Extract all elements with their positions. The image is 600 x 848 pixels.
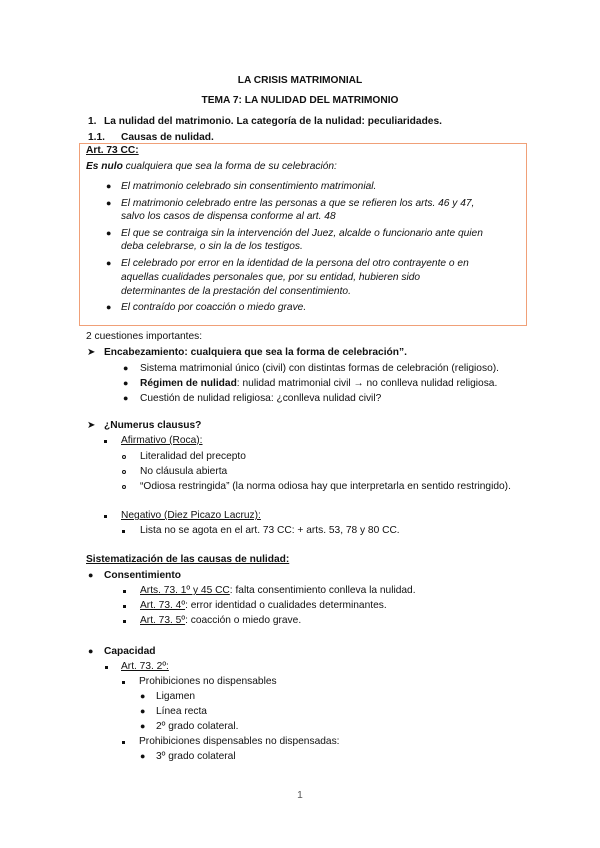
- afirmativo-item: “Odiosa restringida” (la norma odiosa hay que interpretarla en sentido restringido).: [140, 481, 511, 492]
- bullet-icon: ●: [123, 393, 129, 403]
- bullet-icon: ●: [140, 721, 146, 731]
- article-item: El que se contraiga sin la intervención del Juez, alcalde o funcionario ante quien: [121, 228, 483, 239]
- section-title: La nulidad del matrimonio. La categoría de la nulidad: peculiaridades.: [104, 116, 442, 127]
- square-bullet-icon: [122, 681, 125, 684]
- regimen-label: Régimen de nulidad: [140, 378, 237, 389]
- prohibicion-item: 3º grado colateral: [156, 751, 236, 762]
- square-bullet-icon: [105, 666, 108, 669]
- consentimiento-item: [140, 614, 301, 627]
- article-intro: [86, 160, 337, 173]
- capacidad-heading: Capacidad: [104, 646, 156, 657]
- prohibicion-item: Línea recta: [156, 706, 207, 717]
- section-number: 1.: [88, 116, 97, 127]
- circle-bullet-icon: [122, 485, 126, 489]
- afirmativo-item: No cláusula abierta: [140, 466, 228, 477]
- article-ref: Art. 73. 4º: [140, 600, 186, 611]
- article-ref-text: : falta consentimiento conlleva la nulidad.: [229, 585, 416, 596]
- bullet-icon: ●: [106, 198, 112, 208]
- article-intro-nulo: Es nulo: [86, 161, 123, 172]
- circle-bullet-icon: [122, 470, 126, 474]
- article-item: El celebrado por error en la identidad de la persona del otro contrayente o en: [121, 258, 469, 269]
- bullet-icon: ●: [106, 228, 112, 238]
- article-reference: Art. 73 CC:: [86, 145, 139, 156]
- square-bullet-icon: [123, 590, 126, 593]
- regimen-text: nulidad matrimonial civil → no conlleva nulidad religiosa.: [242, 378, 498, 389]
- bullet-icon: ●: [88, 570, 94, 580]
- bullet-icon: ●: [106, 258, 112, 268]
- afirmativo-heading: Afirmativo (Roca):: [121, 435, 203, 446]
- cuestiones-intro: 2 cuestiones importantes:: [86, 331, 203, 342]
- article-ref-text: : coacción o miedo grave.: [185, 615, 302, 626]
- square-bullet-icon: [104, 440, 107, 443]
- prohibicion-item: 2º grado colateral.: [156, 721, 239, 732]
- article-item-cont: determinantes de la prestación del consentimiento.: [121, 286, 351, 297]
- bullet-icon: ●: [106, 181, 112, 191]
- article-ref: Arts. 73. 1º y 45 CC: [140, 585, 230, 596]
- prohibiciones-dispensables: Prohibiciones dispensables no dispensadas:: [139, 736, 340, 747]
- regimen-colon: :: [236, 378, 240, 389]
- square-bullet-icon: [122, 741, 125, 744]
- page-number: 1: [297, 790, 303, 801]
- subsection-title: Causas de nulidad.: [121, 132, 214, 143]
- bullet-icon: ●: [140, 706, 146, 716]
- article-item-cont: aquellas cualidades personales que, por su entidad, hubieren sido: [121, 272, 421, 283]
- article-item: El matrimonio celebrado entre las personas a que se refieren los arts. 46 y 47,: [121, 198, 475, 209]
- bullet-icon: ●: [88, 646, 94, 656]
- square-bullet-icon: [123, 605, 126, 608]
- bullet-icon: ●: [140, 691, 146, 701]
- encabezamiento-item: [140, 377, 497, 390]
- article-item-cont: deba celebrarse, o sin la de los testigos.: [121, 241, 303, 252]
- numerus-heading: ¿Numerus clausus?: [104, 420, 202, 431]
- square-bullet-icon: [122, 530, 125, 533]
- circle-bullet-icon: [122, 455, 126, 459]
- bullet-icon: ●: [140, 751, 146, 761]
- article-item-cont: salvo los casos de dispensa conforme al art. 48: [121, 211, 336, 222]
- art-73-2-heading: Art. 73. 2º:: [121, 661, 169, 672]
- encabezamiento-item: Cuestión de nulidad religiosa: ¿conlleva nulidad civil?: [140, 393, 382, 404]
- document-subtitle: TEMA 7: LA NULIDAD DEL MATRIMONIO: [201, 95, 399, 106]
- bullet-icon: ●: [106, 302, 112, 312]
- article-intro-rest: cualquiera que sea la forma de su celebración:: [125, 161, 337, 172]
- consentimiento-item: [140, 584, 416, 597]
- negativo-heading: Negativo (Diez Picazo Lacruz):: [121, 510, 261, 521]
- square-bullet-icon: [104, 515, 107, 518]
- arrow-bullet-icon: ➤: [87, 420, 96, 431]
- prohibicion-item: Ligamen: [156, 691, 196, 702]
- article-ref-text: : error identidad o cualidades determinantes.: [185, 600, 387, 611]
- prohibiciones-no-dispensables: Prohibiciones no dispensables: [139, 676, 277, 687]
- article-item: El contraído por coacción o miedo grave.: [121, 302, 307, 313]
- bullet-icon: ●: [123, 378, 129, 388]
- document-title: LA CRISIS MATRIMONIAL: [237, 75, 363, 86]
- subsection-number: 1.1.: [88, 132, 105, 143]
- negativo-item: Lista no se agota en el art. 73 CC: + arts. 53, 78 y 80 CC.: [140, 525, 400, 536]
- consentimiento-heading: Consentimiento: [104, 570, 181, 581]
- encabezamiento-item: Sistema matrimonial único (civil) con distintas formas de celebración (religioso).: [140, 363, 499, 374]
- encabezamiento-heading: Encabezamiento: cualquiera que sea la forma de celebración”.: [104, 347, 407, 358]
- bullet-icon: ●: [123, 363, 129, 373]
- arrow-bullet-icon: ➤: [87, 347, 96, 358]
- consentimiento-item: [140, 599, 387, 612]
- square-bullet-icon: [123, 620, 126, 623]
- article-item: El matrimonio celebrado sin consentimiento matrimonial.: [121, 181, 377, 192]
- afirmativo-item: Literalidad del precepto: [140, 451, 246, 462]
- sistematizacion-heading: Sistematización de las causas de nulidad:: [86, 554, 290, 565]
- article-ref: Art. 73. 5º: [140, 615, 186, 626]
